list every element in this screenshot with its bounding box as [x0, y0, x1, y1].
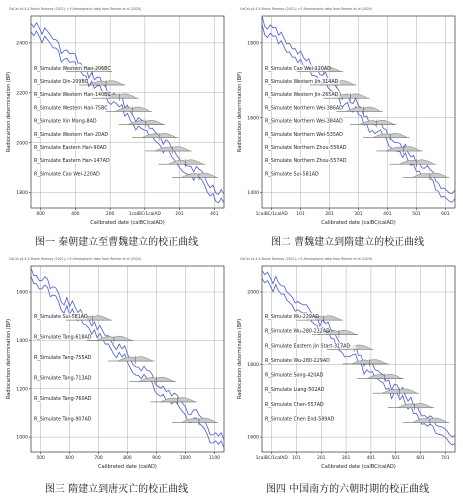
y-tick-label: 1400 — [16, 339, 28, 344]
simulation-label: R_Simulate Western Han-206BC — [34, 66, 111, 72]
simulation-label: R_Simulate Western Jin-314AD — [265, 79, 339, 85]
x-tick-label: 701 — [441, 456, 450, 461]
y-tick-label: 1400 — [247, 191, 259, 197]
simulation-label: R_Simulate Tang-755AD — [34, 356, 92, 361]
plot-frame — [31, 16, 224, 208]
x-tick-label: 501 — [412, 212, 421, 217]
simulated-date — [264, 313, 343, 323]
simulated-date — [264, 157, 436, 167]
x-tick-label: 600 — [65, 456, 74, 461]
simulated-date — [33, 374, 176, 384]
x-tick-label: 601 — [441, 212, 450, 217]
y-tick-label: 1800 — [247, 363, 259, 369]
simulation-label: R_Simulate Sui-581AD — [265, 172, 319, 178]
simulation-label: R_Simulate Sui-581AD — [34, 315, 88, 321]
x-tick-label: 900 — [152, 456, 161, 461]
y-tick-label: 2000 — [247, 290, 259, 296]
simulated-date — [33, 415, 218, 425]
y-axis-label: Radiocarbon determination (BP) — [237, 318, 243, 400]
x-tick-label: 1100 — [208, 456, 220, 461]
y-tick-label: 2200 — [16, 91, 28, 97]
simulation-label: R_Simulate Northern Zhou-556AD — [265, 145, 347, 151]
simulated-date — [33, 144, 192, 154]
chart-header: OxCal v4.4.4 Bronk Ramsey (2021); r:5 Atmospheric data from Reimer et al (2020) — [240, 257, 373, 261]
x-tick-label: 301 — [341, 456, 351, 461]
simulated-date — [264, 91, 370, 101]
x-tick-label: 1000 — [179, 456, 191, 461]
simulation-label: R_Simulate Western Han-20AD — [34, 132, 109, 138]
y-axis-label: Radiocarbon determination (BP) — [6, 71, 12, 153]
simulated-date — [264, 357, 389, 367]
simulation-label: R_Simulate Eastern Han-147AD — [34, 159, 110, 165]
simulation-label: R_Simulate Wu-280-222AD — [265, 329, 330, 335]
x-tick-label: 201 — [325, 212, 334, 217]
simulation-label: R_Simulate Northern Wei-386AD — [265, 106, 343, 112]
simulated-date — [33, 65, 112, 75]
chart-header: OxCal v4.4.4 Bronk Ramsey (2021); r:5 Atmospheric data from Reimer et al (2020) — [240, 7, 373, 11]
simulated-date — [264, 144, 423, 154]
simulation-label: R_Simulate Western Han-140BC — [34, 93, 111, 99]
simulated-date — [264, 328, 358, 338]
simulated-date — [264, 65, 343, 75]
simulation-label: R_Simulate Tang-907AD — [34, 417, 92, 423]
chart-svg — [3, 254, 230, 472]
calibration-chart-2 — [234, 4, 461, 228]
x-tick-label: 201 — [175, 212, 184, 217]
simulated-date — [33, 131, 178, 141]
simulation-label: R_Simulate Northern Wei-384AD — [265, 119, 343, 125]
x-tick-label: 500 — [36, 456, 45, 461]
x-tick-label: 1calBC/1calAD — [128, 212, 161, 217]
x-axis-label: Calibrated date (calBC/calAD) — [321, 220, 396, 226]
simulation-label: R_Simulate Cao Wei-220AD — [34, 172, 100, 178]
simulated-date — [33, 334, 133, 344]
x-tick-label: 400 — [71, 212, 80, 217]
simulated-date — [264, 372, 404, 382]
x-tick-label: 700 — [94, 456, 103, 461]
simulation-label: R_Simulate Tang-618AD — [34, 335, 92, 341]
chart-header: OxCal v4.4.4 Bronk Ramsey (2021); r:5 Atmospheric data from Reimer et al (2020) — [9, 257, 142, 261]
simulation-label: R_Simulate Eastern Jin Start-317AD — [265, 344, 351, 350]
simulation-label: R_Simulate Song-420AD — [265, 373, 324, 379]
simulated-date — [33, 78, 125, 88]
x-tick-label: 601 — [416, 456, 425, 461]
simulation-label: R_Simulate Western Jin-265AD — [265, 93, 339, 99]
figure-caption-4: 图四 中国南方的六朝时期的校正曲线 — [265, 484, 430, 495]
figure-caption-2: 图二 曹魏建立到隋建立的校正曲线 — [270, 237, 425, 248]
figure-caption-1: 图一 秦朝建立至曹魏建立的校正曲线 — [34, 237, 199, 248]
simulation-label: R_Simulate Northern Zhou-557AD — [265, 159, 347, 165]
simulated-date — [264, 170, 449, 180]
x-tick-label: 501 — [391, 456, 400, 461]
x-axis-label: Calibrated date (calAD) — [98, 464, 157, 470]
simulated-date — [264, 104, 383, 114]
y-tick-label: 1800 — [16, 191, 28, 197]
simulation-label: R_Simulate Qin-209BC — [34, 79, 89, 85]
x-tick-label: 201 — [317, 456, 326, 461]
simulation-label: R_Simulate Xin Mang-8AD — [34, 119, 97, 125]
calibration-chart-1 — [3, 4, 230, 228]
simulation-label: R_Simulate Wu-280-229AD — [265, 358, 330, 364]
simulation-label: R_Simulate Wu-229AD — [265, 315, 319, 321]
x-tick-label: 301 — [354, 212, 363, 217]
x-tick-label: 401 — [366, 456, 376, 461]
simulation-label: R_Simulate Chen-557AD — [265, 402, 324, 408]
figure-caption-3: 图三 隋建立到唐灭亡的校正曲线 — [44, 484, 189, 495]
simulated-date — [33, 118, 165, 128]
simulated-date — [264, 78, 356, 88]
x-tick-label: 1calBC/1calAD — [255, 456, 288, 461]
calibration-chart-3 — [3, 254, 230, 472]
y-tick-label: 2400 — [16, 41, 28, 47]
simulated-date — [33, 170, 218, 180]
chart-svg — [234, 254, 461, 472]
x-tick-label: 101 — [296, 212, 305, 217]
chart-svg — [3, 4, 230, 228]
simulation-label: R_Simulate Tang-760AD — [34, 396, 92, 402]
x-tick-label: 401 — [383, 212, 392, 217]
simulation-label: R_Simulate Chen End-589AD — [265, 417, 335, 423]
y-tick-label: 1200 — [16, 387, 28, 393]
simulated-date — [33, 354, 155, 364]
simulated-date — [264, 118, 396, 128]
simulation-label: R_Simulate Eastern Han-90AD — [34, 145, 107, 151]
x-tick-label: 401 — [210, 212, 219, 217]
y-tick-label: 2000 — [16, 141, 28, 147]
calibration-curve-upper — [262, 270, 455, 437]
simulation-label: R_Simulate Cao Wei-220AD — [265, 66, 331, 72]
y-axis-label: Radiocarbon determination (BP) — [6, 318, 12, 400]
y-tick-label: 1800 — [247, 41, 259, 47]
simulated-date — [33, 313, 112, 323]
chart-header: OxCal v4.4.4 Bronk Ramsey (2021); r:5 Atmospheric data from Reimer et al (2020) — [9, 7, 142, 11]
y-tick-label: 1000 — [16, 435, 28, 441]
y-tick-label: 1600 — [247, 435, 259, 441]
x-axis-label: Calibrated date (calBC/calAD) — [90, 220, 165, 226]
x-tick-label: 800 — [123, 456, 132, 461]
x-axis-label: Calibrated date (calBC/calAD) — [321, 464, 396, 470]
calibration-chart-4 — [234, 254, 461, 472]
simulation-label: R_Simulate Northern Wei-535AD — [265, 132, 343, 138]
x-tick-label: 200 — [105, 212, 115, 217]
x-tick-label: 1calBC/1calAD — [255, 212, 288, 217]
x-tick-label: 600 — [36, 212, 45, 217]
simulation-label: R_Simulate Liang-502AD — [265, 388, 325, 394]
y-tick-label: 1600 — [16, 290, 28, 296]
chart-svg — [234, 4, 461, 228]
y-axis-label: Radiocarbon determination (BP) — [237, 71, 243, 153]
simulated-date — [33, 104, 152, 114]
y-tick-label: 1600 — [247, 116, 259, 122]
x-tick-label: 101 — [292, 456, 301, 461]
simulation-label: R_Simulate Western Han-75BC — [34, 106, 108, 112]
simulation-label: R_Simulate Tang-713AD — [34, 376, 92, 382]
